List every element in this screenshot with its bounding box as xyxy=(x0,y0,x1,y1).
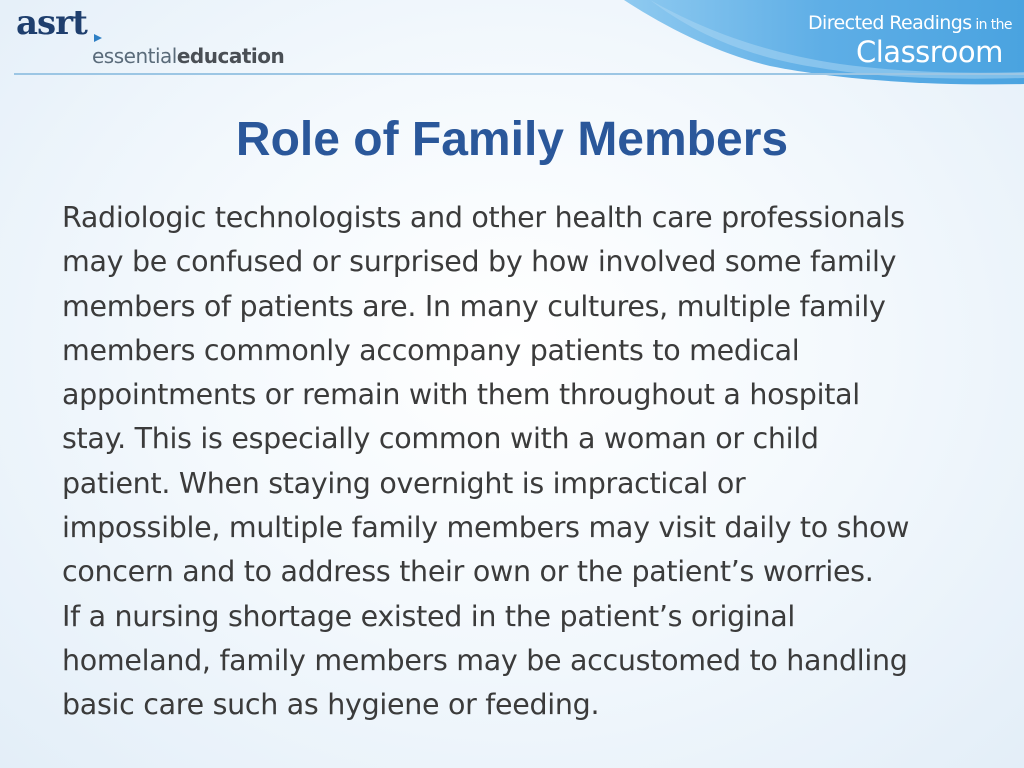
body-line: patient. When staying overnight is impractical or xyxy=(62,466,746,500)
body-line: concern and to address their own or the patient’s worries. xyxy=(62,555,874,589)
program-name-small: in the xyxy=(971,17,1012,33)
slide-body xyxy=(62,196,992,728)
body-line: appointments or remain with them throughout a hospital xyxy=(62,378,860,412)
logo-sub-light: essential xyxy=(92,44,177,68)
logo-sub-bold: education xyxy=(176,44,285,68)
logo-mark-icon xyxy=(94,34,102,42)
slide-title: Role of Family Members xyxy=(235,113,789,166)
essential-education-logo xyxy=(92,46,284,66)
body-line: may be confused or surprised by how involved some family xyxy=(62,245,897,279)
program-name-main: Directed Readings xyxy=(808,12,972,34)
slide-header xyxy=(0,0,1024,90)
body-line: members commonly accompany patients to medical xyxy=(62,333,800,367)
header-divider xyxy=(14,73,1024,75)
program-name-line1 xyxy=(808,14,1012,33)
body-line: If a nursing shortage existed in the patient’s original xyxy=(62,599,796,633)
asrt-logo: asrt xyxy=(16,3,87,43)
body-line: stay. This is especially common with a woman or child xyxy=(62,422,819,456)
body-line: basic care such as hygiene or feeding. xyxy=(62,688,600,722)
body-line: members of patients are. In many cultures, multiple family xyxy=(62,289,886,323)
body-line: impossible, multiple family members may visit daily to show xyxy=(62,511,910,545)
body-line: homeland, family members may be accustomed to handling xyxy=(62,643,908,677)
body-line: Radiologic technologists and other health care professionals xyxy=(62,201,905,234)
program-name-line2: Classroom xyxy=(856,35,1003,69)
